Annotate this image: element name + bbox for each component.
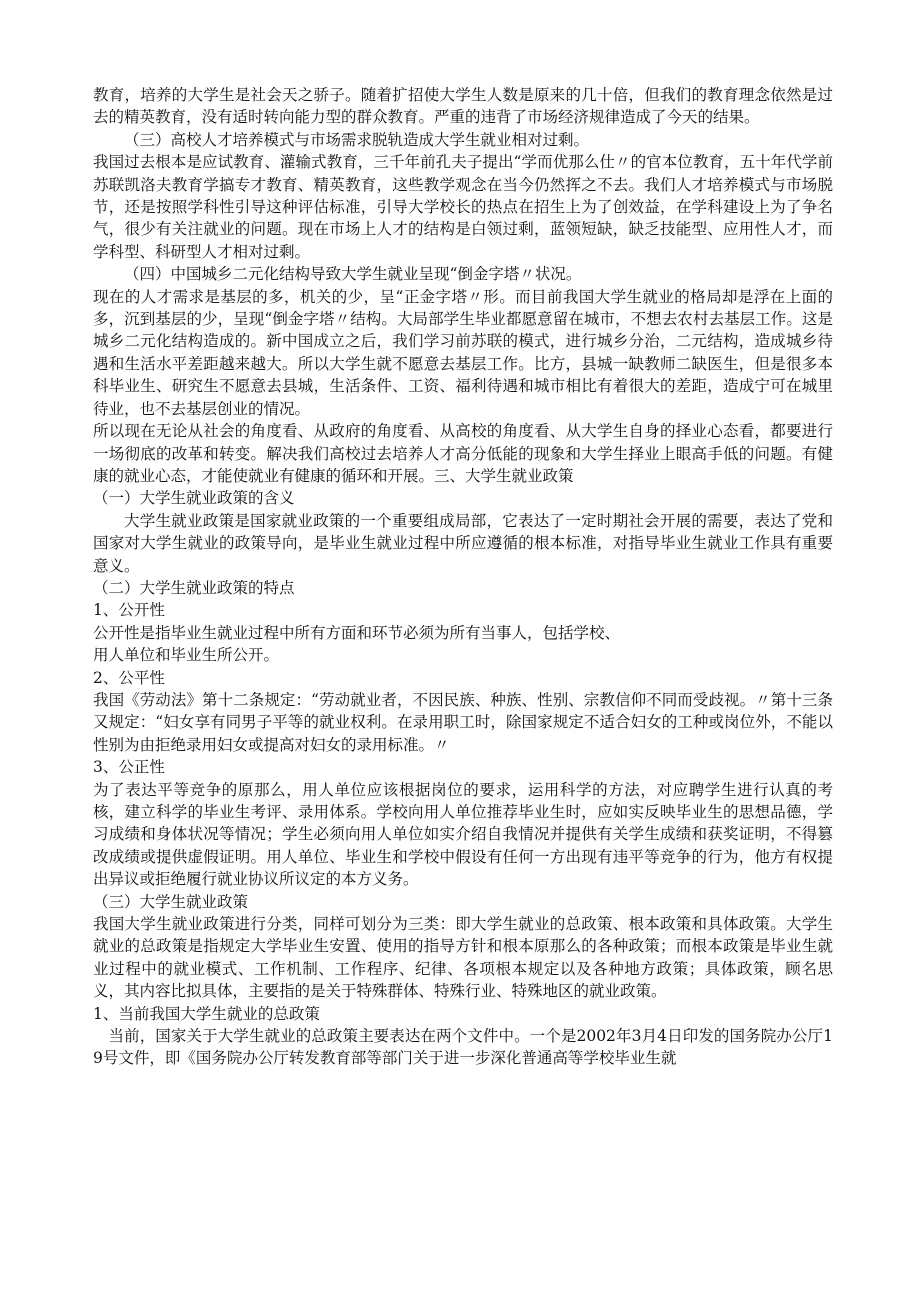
heading-employment-policy: （三）大学生就业政策 (93, 892, 249, 911)
heading-urban-rural-dual-structure: （四）中国城乡二元化结构导致大学生就业呈现“倒金字塔〃状况。 (124, 265, 582, 284)
document-page (93, 84, 833, 1070)
paragraph-equal-competition: 为了表达平等竞争的原那么，用人单位应该根据岗位的要求，运用科学的方法，对应聘学生进行认真的考核，建立科学的毕业生考评、录用体系。学校向用人单位推荐毕业生时，应如实反映毕业生的思想品德，学习成绩和身体状况等情况；学生必须向用人单位如实介绍自我情况并提供有关学生成绩和获奖证明，不得篡改成绩或提供虚假证明。用人单位、毕业生和学校中假设有任何一方出现有违平等竞争的行为，他方有权提出异议或拒绝履行就业协议所议定的本方义务。 (93, 780, 833, 889)
paragraph-education-result: 教育，培养的大学生是社会天之骄子。随着扩招使大学生人数是原来的几十倍，但我们的教育理念依然是过去的精英教育，没有适时转向能力型的群众教育。严重的违背了市场经济规律造成了今天的结果。 (93, 86, 833, 127)
heading-justice: 3、公正性 (93, 758, 165, 777)
heading-policy-meaning: （一）大学生就业政策的含义 (93, 489, 295, 508)
paragraph-policy-classification: 我国大学生就业政策进行分类，同样可划分为三类：即大学生就业的总政策、根本政策和具体政策。大学生就业的总政策是指规定大学毕业生安置、使用的指导方针和根本原那么的各种政策；而根本政策是毕业生就业过程中的就业模式、工作机制、工作程序、纪律、各项根本规定以及各种地方政策；具体政策，顾名思义，其内容比拟具体，主要指的是关于特殊群体、特殊行业、特殊地区的就业政策。 (93, 915, 833, 1001)
paragraph-openness-line1: 公开性是指毕业生就业过程中所有方面和环节必须为所有当事人，包括学校、 (93, 623, 621, 642)
heading-openness: 1、公开性 (93, 601, 165, 620)
paragraph-policy-meaning: 大学生就业政策是国家就业政策的一个重要组成局部，它表达了一定时期社会开展的需要，表达了党和国家对大学生就业的政策导向，是毕业生就业过程中所应遵循的根本标准，对指导毕业生就业工作具有重要意义。 (93, 511, 833, 575)
heading-policy-features: （二）大学生就业政策的特点 (93, 578, 295, 597)
heading-general-policy: 1、当前我国大学生就业的总政策 (93, 1004, 320, 1023)
heading-fairness: 2、公平性 (93, 668, 165, 687)
paragraph-inverted-pyramid: 现在的人才需求是基层的多，机关的少，呈“正金字塔〃形。而目前我国大学生就业的格局却是浮在上面的多，沉到基层的少，呈现“倒金字塔〃结构。大局部学生毕业都愿意留在城市，不想去农村去基层工作。这是城乡二元化结构造成的。新中国成立之后，我们学习前苏联的模式，进行城乡分治，二元结构，造成城乡待遇和生活水平差距越来越大。所以大学生就不愿意去基层工作。比方，县城一缺教师二缺医生，但是很多本科毕业生、研究生不愿意去县城，生活条件、工资、福利待遇和城市相比有着很大的差距，造成宁可在城里待业，也不去基层创业的情况。 (93, 287, 833, 418)
paragraph-exam-oriented-education: 我国过去根本是应试教育、灌输式教育，三千年前孔夫子提出“学而优那么仕〃的官本位教育，五十年代学前苏联凯洛夫教育学搞专才教育、精英教育，这些教学观念在当今仍然挥之不去。我们人才培养模式与市场脱节，还是按照学科性引导这种评估标准，引导大学校长的热点在招生上为了创效益，在学科建设上为了争名气，很少有关注就业的问题。现在市场上人才的结构是白领过剩，蓝领短缺，缺乏技能型、应用性人才，而学科型、科研型人才相对过剩。 (93, 153, 833, 261)
paragraph-reform-and-change: 所以现在无论从社会的角度看、从政府的角度看、从高校的角度看、从大学生自身的择业心态看，都要进行一场彻底的改革和转变。解决我们高校过去培养人才高分低能的现象和大学生择业上眼高手低的问题。有健康的就业心态，才能使就业有健康的循环和开展。三、大学生就业政策 (93, 422, 833, 485)
paragraph-labor-law: 我国《劳动法》第十二条规定：“劳动就业者，不因民族、种族、性别、宗教信仰不同而受歧视。〃第十三条又规定：“妇女享有同男子平等的就业权利。在录用职工时，除国家规定不适合妇女的工种或岗位外，不能以性别为由拒绝录用妇女或提高对妇女的录用标准。〃 (93, 690, 833, 754)
paragraph-openness-line2: 用人单位和毕业生所公开。 (93, 646, 280, 665)
heading-talent-training-mismatch: （三）高校人才培养模式与市场需求脱轨造成大学生就业相对过剩。 (124, 130, 590, 149)
paragraph-general-policy: 当前，国家关于大学生就业的总政策主要表达在两个文件中。一个是2002年3月4日印发的国务院办公厅19号文件，即《国务院办公厅转发教育部等部门关于进一步深化普通高等学校毕业生就 (93, 1027, 833, 1068)
